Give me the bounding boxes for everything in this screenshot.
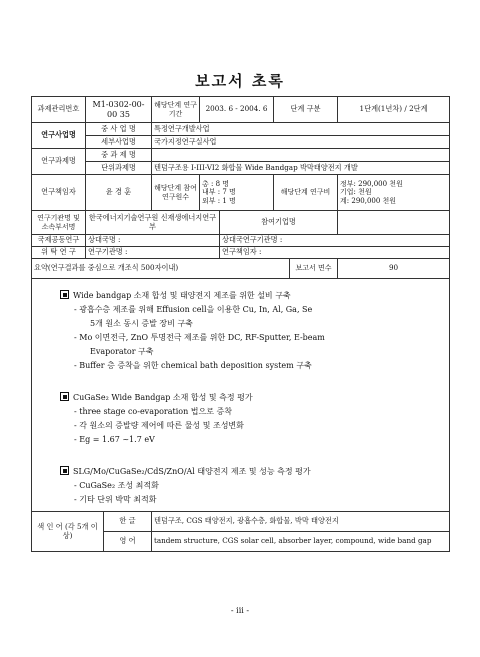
list-item: Evaporator 구축 xyxy=(90,347,154,356)
outsourcing-label: 위 탁 연 구 xyxy=(32,247,86,259)
intl-institution-label: 상대국연구기관명 : xyxy=(220,235,450,247)
list-item: - Mo 이면전극, ZnO 투명전극 제조를 위한 DC, RF-Sputter, E-beam xyxy=(74,333,325,342)
intl-label: 국제공동연구 xyxy=(32,235,86,247)
mgmt-number-value: M1-0302-00-00 35 xyxy=(86,97,152,123)
project-unit-value: 텐덤구조용 I-III-VI2 화합물 Wide Bandgap 박막태양전지 개발 xyxy=(152,162,450,175)
list-item: - 각 원소의 증발량 제어에 따른 물성 및 조성변화 xyxy=(74,421,244,430)
outsourcing-institution-label: 연구기관명 : xyxy=(86,247,220,259)
project-label: 연구과제명 xyxy=(32,149,86,175)
list-item: - 기타 단위 박막 최적화 xyxy=(74,495,157,504)
page-number: - iii - xyxy=(230,606,250,615)
budget-total: 계: 290,000 천원 xyxy=(340,196,397,205)
project-major-value xyxy=(152,149,450,162)
org-label: 연구기관명 및 소속부서명 xyxy=(32,211,86,235)
list-item: 5개 원소 동시 증발 장비 구축 xyxy=(90,319,193,328)
list-item: - Buffer 층 증착을 위한 chemical bath deposition system 구축 xyxy=(74,361,312,370)
project-unit-label: 단위과제명 xyxy=(86,162,152,175)
square-bullet-icon xyxy=(60,290,69,299)
staff-total: 총 : 8 명 xyxy=(202,179,230,188)
list-item: - three stage co-evaporation 법으로 증착 xyxy=(74,407,232,416)
budget-company: 기업: 천원 xyxy=(340,188,372,197)
budget-government: 정부: 290,000 천원 xyxy=(340,179,403,188)
keywords-label: 색 인 어 (각 5개 이상) xyxy=(32,512,104,552)
summary-label: 요약(연구결과를 중심으로 개조식 500자이내) xyxy=(32,259,290,279)
outsourcing-lead-label: 연구책임자 : xyxy=(220,247,450,259)
program-major-label: 중 사 업 명 xyxy=(86,123,152,136)
keywords-korean-value: 텐덤구조, CGS 태양전지, 광흡수층, 화합물, 박막 태양전지 xyxy=(152,512,450,532)
stage-value: 1단계(1년차) / 2단계 xyxy=(338,97,450,123)
section-3-heading: SLG/Mo/CuGaSe₂/CdS/ZnO/Al 태양전지 제조 및 성능 측정 평가 xyxy=(73,467,311,476)
staff-internal: 내부 : 7 명 xyxy=(202,188,236,197)
staff-count-values xyxy=(200,175,274,211)
mgmt-number-label: 과제관리번호 xyxy=(32,97,86,123)
lead-researcher-name: 윤 경 훈 xyxy=(86,175,152,211)
list-item: - Eg = 1.67 ~1.7 eV xyxy=(74,435,155,444)
list-item: - CuGaSe₂ 조성 최적화 xyxy=(74,481,159,490)
summary-section-1 xyxy=(60,289,439,373)
program-detail-label: 세부사업명 xyxy=(86,136,152,149)
keywords-english-value: tandem structure, CGS solar cell, absorber layer, compound, wide band gap xyxy=(152,532,450,552)
staff-external: 외부 : 1 명 xyxy=(202,196,236,205)
keywords-english-label: 영 어 xyxy=(104,532,152,552)
budget-label: 해당단계 연구비 xyxy=(274,175,338,211)
intl-country-label: 상대국명 : xyxy=(86,235,220,247)
program-label: 연구사업명 xyxy=(32,123,86,149)
section-2-heading: CuGaSe₂ Wide Bandgap 소재 합성 및 측정 평가 xyxy=(73,393,253,402)
partner-value xyxy=(338,211,450,235)
list-item: - 광흡수층 제조를 위해 Effusion cell을 이용한 Cu, In, Al, Ga, Se xyxy=(74,305,313,314)
partner-label: 참여기업명 xyxy=(220,211,338,235)
program-detail-value: 국가지정연구실사업 xyxy=(152,136,450,149)
summary-body xyxy=(32,279,450,512)
stage-label: 단계 구분 xyxy=(274,97,338,123)
page-title: 보고서 초록 xyxy=(195,72,285,90)
section-1-heading: Wide bandgap 소재 합성 및 태양전지 제조를 위한 설비 구축 xyxy=(73,291,291,300)
program-major-value: 특정연구개발사업 xyxy=(152,123,450,136)
square-bullet-icon xyxy=(60,466,69,475)
lead-researcher-label: 연구책임자 xyxy=(32,175,86,211)
report-pages-value: 90 xyxy=(338,259,450,279)
staff-count-label: 해당단계 참여연구원수 xyxy=(152,175,200,211)
keywords-korean-label: 한 글 xyxy=(104,512,152,532)
report-pages-label: 보고서 면수 xyxy=(290,259,338,279)
period-value: 2003. 6 - 2004. 6 xyxy=(200,97,274,123)
period-label: 해당단계 연구기간 xyxy=(152,97,200,123)
org-value: 한국에너지기술연구원 신재생에너지연구부 xyxy=(86,211,220,235)
report-abstract-table xyxy=(31,96,450,552)
summary-section-2 xyxy=(60,391,439,447)
project-major-label: 중 과 제 명 xyxy=(86,149,152,162)
square-bullet-icon xyxy=(60,392,69,401)
budget-values xyxy=(338,175,450,211)
summary-section-3 xyxy=(60,465,439,507)
